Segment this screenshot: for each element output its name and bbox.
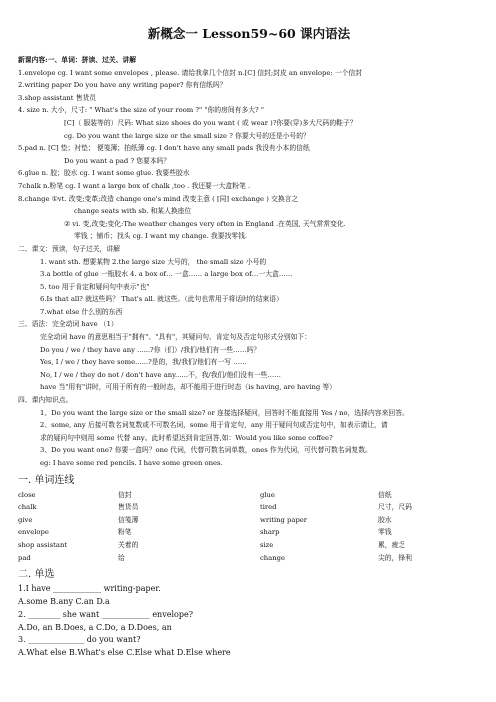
note-line: 1. want sth. 想要某物 2.the large size 大号的， the small size 小号的 [40, 257, 267, 266]
match-cell: 粉笔 [118, 528, 132, 537]
match-cell: close [18, 490, 36, 499]
note-line: 1.envelope cg. I want some envelopes , please. 请给我拿几个信封 n.[C] 信封;封皮 an envelope: 一个信封 [18, 68, 363, 77]
note-line: 零钱 ；铺币；找头 cg. I want my change. 我要找零钱. [74, 232, 248, 241]
match-cell: tired [260, 503, 277, 512]
question-text: 2. ________ she want ____________ envelope? [18, 609, 193, 619]
section-title-matching: 一. 单词连线 [18, 474, 75, 486]
match-cell: 给 [118, 553, 125, 562]
match-cell: 尺寸，尺码 [378, 503, 412, 512]
note-line: 二、课文：预读，句子过关，讲解 [18, 244, 120, 253]
question-options: A.Do, an B.Does, a C.Do, a D.Does, an [18, 622, 172, 632]
note-line: 三、语法：完全动词 have （1） [18, 320, 118, 329]
multiple-choice-list [18, 583, 480, 660]
note-line: 新课内容:一、单词：拼读、过关、讲解 [18, 56, 137, 64]
question-options: A.some B.any C.an D.a [18, 596, 110, 606]
note-line: change seats with sb. 和某人换座位 [74, 207, 192, 216]
note-line: 3、Do you want one? 你要一盒吗？one 代词，代替可数名词单数，ones 作为代词，可代替可数名词复数。 [40, 446, 372, 455]
match-cell: size [260, 540, 274, 549]
note-line: Do you / we / they have any ......?你（们）/我们/他们有一些……吗？ [40, 345, 261, 354]
note-line: 求的疑问句中则用 some 代替 any。此时希望达到肯定回答,如：Would you like some coffee? [40, 433, 333, 442]
note-line: 1、Do you want the large size or the small size? or 连接选择疑问，回答时不能直接用 Yes / no，选择内容来回答。 [40, 408, 409, 417]
note-line: 6.Is that all? 就这些吗？ That's all. 就这些。（此句也常用于将话时的结束语） [40, 295, 283, 304]
match-cell: change [260, 553, 285, 562]
question-text: 1.I have ____________ writing-paper. [18, 584, 161, 594]
match-cell: pad [18, 553, 31, 562]
note-line: No, I / we / they do not / don't have any......不，我/我们/他们没有一些…… [40, 370, 281, 379]
match-cell: sharp [260, 528, 280, 537]
note-line: ② vi. 变,改变;变化:The weather changes very often in England .在英国, 天气常常变化. [64, 219, 346, 228]
match-cell: 尖的，锋利 [378, 553, 412, 562]
match-cell: 零钱 [378, 528, 392, 537]
note-line: eg: I have some red pencils. I have some green ones. [40, 459, 223, 467]
word-matching-grid [18, 489, 480, 565]
note-line: Do you want a pad ? 您要本吗？ [64, 156, 171, 165]
note-line: 8.change ①vt. 改变;变革;改造 change one's mind 改变主意 ( [同] exchange ) 交换言之 [18, 194, 299, 203]
note-line: Yes, I / we / they have some......?是的，我/我们/他们有一写 …… [40, 358, 247, 367]
match-cell: envelope [18, 528, 49, 537]
question-options: A.What else B.What's else C.Else what D.Else where [18, 648, 231, 658]
note-line: [C]（ 服装等的）尺码: What size shoes do you want ( 或 wear )?你要(穿)多大尺码的鞋子？ [64, 118, 357, 127]
match-cell: writing paper [260, 515, 308, 524]
section-title-choice: 二. 单选 [18, 569, 55, 581]
match-cell: 信笺薄 [118, 515, 139, 524]
match-cell: give [18, 515, 33, 524]
page-title: 新概念一 Lesson59~60 课内语法 [147, 26, 351, 41]
lesson-notes [18, 54, 480, 470]
note-line: 5. too 用于肯定和疑问句中表示"也" [40, 282, 150, 291]
note-line: 4. size n. 大小，尺寸: " What's the size of your room ?" "你的房间有多大? " [18, 106, 264, 115]
match-cell: 胶水 [378, 515, 392, 524]
note-line: 7chalk n.粉笔 cg. I want a large box of chalk ,too . 我还要一大盒粉笔 . [18, 181, 251, 190]
note-line: cg. Do you want the large size or the small size ? 你要大号的还是小号的？ [64, 131, 310, 140]
note-line: 3.a bottle of glue 一瓶胶水 4. a box of… 一盒…… a large box of…一大盒…… [40, 270, 293, 279]
note-line: 6.glue n. 胶；胶水 cg. I want some glue. 我要些胶水 [18, 169, 190, 178]
note-line: 完全动词 have 的意思相当于"拥有"、"具有"，其疑问句、肯定句及否定句形式分别如下： [40, 333, 312, 342]
note-line: 2.writing paper Do you have any writing paper? 你有信纸吗？ [18, 81, 227, 90]
match-cell: 关着的 [118, 540, 139, 549]
match-cell: 信封 [118, 490, 132, 499]
match-cell: shop assistant [18, 540, 68, 549]
note-line: 2、some, any 后接可数名词复数或不可数名词，some 用于肯定句，any 用于疑问句或否定句中，如表示请让，请 [40, 421, 388, 430]
document-page [18, 24, 480, 660]
match-cell: glue [260, 490, 275, 499]
match-cell: 信纸 [378, 490, 392, 499]
note-line: have 当"用有"讲时，可用于所有的一般时态，却不能用于进行时态（is having, are having 等） [40, 383, 336, 392]
note-line: 3.shop assistant 售货员 [18, 93, 97, 102]
match-cell: 售货员 [118, 503, 139, 512]
note-line: 7.what else 什么别的东西 [40, 307, 123, 316]
question-text: 3. ______________ do you want? [18, 635, 141, 645]
match-cell: 累，疲乏 [378, 540, 406, 549]
match-cell: chalk [18, 503, 37, 512]
note-line: 四、课内知识点。 [18, 396, 73, 405]
note-line: 5.pad n. [C] 垫；衬垫； 便笺簿；拍纸簿 cg. I don't have any small pads 我没有小本的信纸 [18, 144, 310, 153]
